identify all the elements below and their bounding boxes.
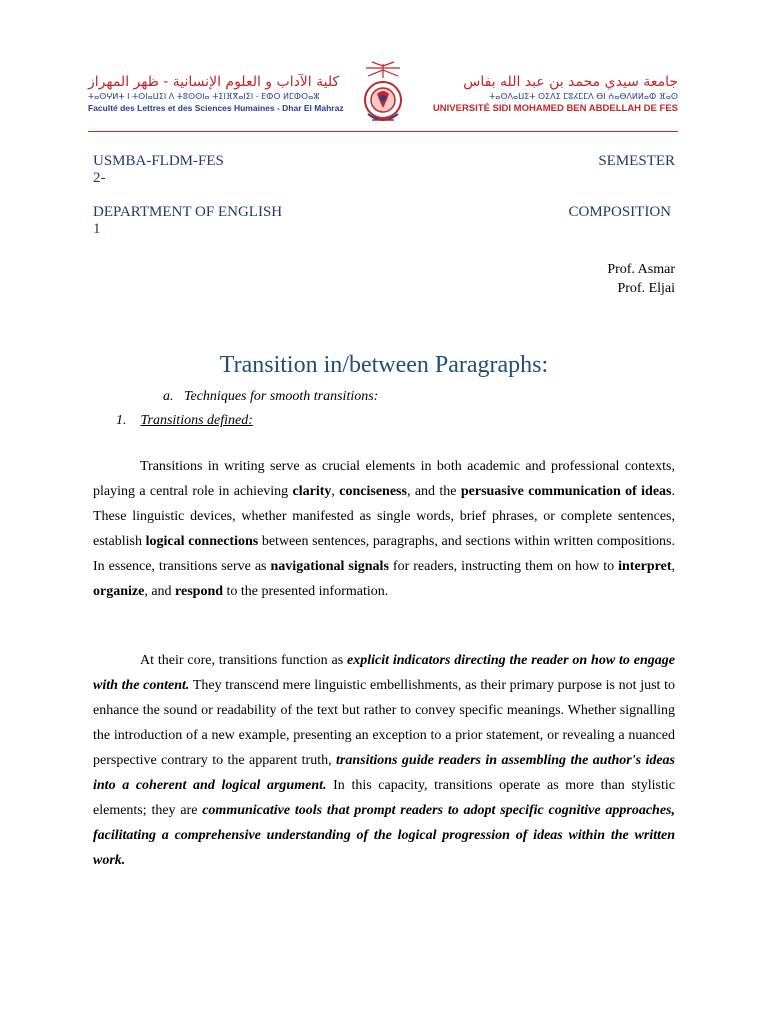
professor-name: Prof. Asmar <box>607 262 675 277</box>
subheading-1-marker: 1. <box>116 413 127 428</box>
body-text: , <box>671 559 676 574</box>
semester-number: 2- <box>93 170 106 186</box>
emphasized-text: persuasive communication of ideas <box>460 484 672 499</box>
subheading-1-text: Transitions defined: <box>140 413 253 428</box>
institution-code: USMBA-FLDM-FES <box>93 153 224 169</box>
body-text: At their core, transitions function as <box>140 653 348 668</box>
course-name: COMPOSITION <box>568 204 671 220</box>
header-row-2 <box>93 204 675 221</box>
body-text: between sentences, paragraphs, and sections within written compositions. In essence, transitions serve as <box>93 534 675 574</box>
emphasized-text: logical connections <box>145 534 259 549</box>
subheading-a-text: Techniques for smooth transitions: <box>184 389 379 404</box>
course-number: 1 <box>93 221 101 237</box>
letterhead <box>88 60 678 136</box>
body-text: They transcend mere linguistic embellishments, as their primary purpose is not just to enhance the sound or readability of the text but rather to convey specific meanings. Whether signalling the introduction of a new example, presenting an exception to a prior statement, or revealing a nuanced perspective contrary to the apparent truth, <box>93 678 675 768</box>
body-paragraph-2 <box>93 648 675 873</box>
body-text: In this capacity, transitions operate as more than stylistic elements; they are <box>93 778 675 818</box>
body-text: Transitions in writing serve as crucial elements in both academic and professional contexts, playing a central role in achieving <box>93 459 675 499</box>
faculty-block <box>88 74 358 114</box>
university-tifinagh-name: ⵜⴰⵙⴷⴰⵡⵉⵜ ⵙⵉⴷⵉ ⵎⵓⵃⵎⵎⴷ ⴱⵏ ⵄⴰⴱⴷⵍⵍⴰⵀ ⴼⴰⵙ <box>489 92 678 101</box>
subheading-1 <box>116 413 253 429</box>
faculty-arabic-name: كلية الآداب و العلوم الإنسانية - ظهر المهراز <box>88 74 340 90</box>
emphasized-text: transitions guide readers in assembling the author's ideas into a coherent and logical argument. <box>93 753 675 793</box>
body-text: for readers, instructing them on how to <box>388 559 619 574</box>
emphasized-text: explicit indicators directing the reader on how to engage with the content. <box>93 653 675 693</box>
body-paragraph-1 <box>93 454 675 604</box>
emphasized-text: conciseness <box>339 484 407 499</box>
emphasized-text: respond <box>175 584 224 599</box>
body-text: . These linguistic devices, whether manifested as single words, brief phrases, or complete sentences, establish <box>93 484 675 549</box>
body-text: , and the <box>406 484 461 499</box>
university-latin-name: UNIVERSITÉ SIDI MOHAMED BEN ABDELLAH DE FES <box>432 103 678 114</box>
university-arabic-name: جامعة سيدي محمد بن عبد الله بفاس <box>463 74 678 90</box>
letterhead-divider <box>88 131 678 132</box>
emphasized-text: navigational signals <box>270 559 389 574</box>
body-text: to the presented information. <box>223 584 389 599</box>
department-name: DEPARTMENT OF ENGLISH <box>93 204 283 220</box>
emphasized-text: interpret <box>618 559 672 574</box>
header-row-1 <box>93 153 675 170</box>
emphasized-text: communicative tools that prompt readers to adopt specific cognitive approaches, facilitating a comprehensive understanding of the logical progression of ideas within the written work. <box>93 803 676 868</box>
professors <box>607 260 675 298</box>
university-emblem-icon <box>360 60 406 132</box>
semester-label: SEMESTER <box>598 153 675 169</box>
body-text: , <box>331 484 340 499</box>
professor-name: Prof. Eljai <box>617 281 675 296</box>
university-block <box>408 74 678 115</box>
subheading-a <box>163 389 378 405</box>
faculty-tifinagh-name: ⵜⴰⵙⵖⵍⵜ ⵏ ⵜⵙⵏⴰⵡⵉⵏ ⴷ ⵜⵓⵙⵙⵏⴰ ⵜⵉⵏⴼⴳⴰⵏⵉⵏ - ⴹⵀⵔ ⵍⵎⵀⵔⴰⵣ <box>88 92 320 101</box>
emphasized-text: clarity <box>292 484 332 499</box>
emphasized-text: organize <box>93 584 145 599</box>
body-text: , and <box>144 584 176 599</box>
faculty-french-name: Faculté des Lettres et des Sciences Humaines - Dhar El Mahraz <box>88 103 344 113</box>
page-title: Transition in/between Paragraphs: <box>219 352 549 378</box>
subheading-a-marker: a. <box>163 389 174 404</box>
